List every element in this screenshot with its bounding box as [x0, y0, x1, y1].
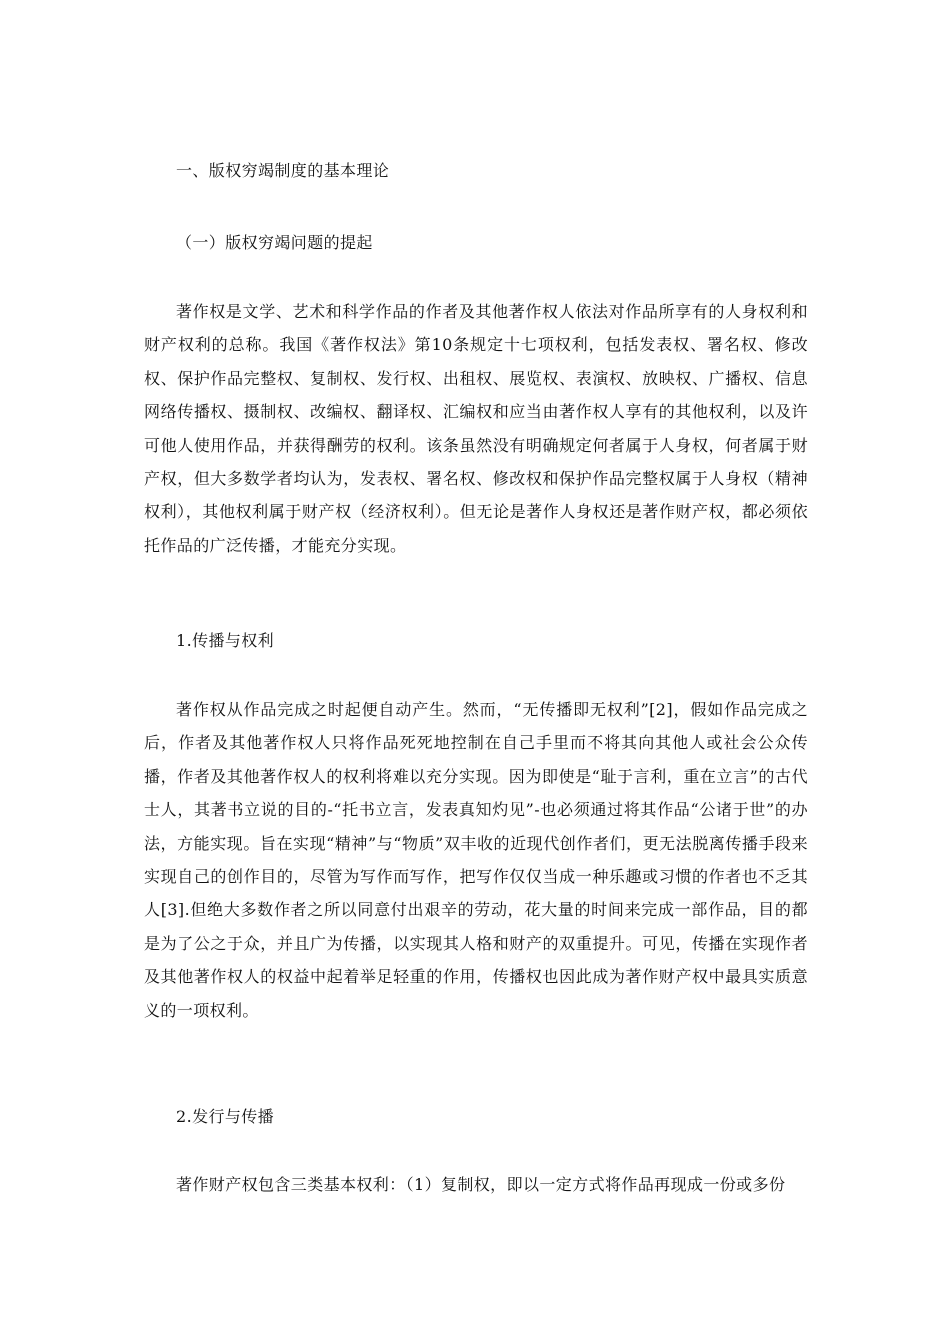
numbered-heading: 1.传播与权利 [176, 631, 275, 650]
paragraph-text: 著作权是文学、艺术和科学作品的作者及其他著作权人依法对作品所享有的人身权利和财产权利的总称。我国《著作权法》第10条规定十七项权利，包括发表权、署名权、修改权、保护作品完整权、复制权、发行权、出租权、展览权、表演权、放映权、广播权、信息网络传播权、摄制权、改编权、翻译权、汇编权和应当由著作权人享有的其他权利，以及许可他人使用作品，并获得酬劳的权利。该条虽然没有明确规定何者属于人身权，何者属于财产权，但大多数学者均认为，发表权、署名权、修改权和保护作品完整权属于人身权（精神权利），其他权利属于财产权（经济权利）。但无论是著作人身权还是著作财产权，都必须依托作品的广泛传播，才能充分实现。 [144, 302, 808, 555]
section-heading: 一、版权穷竭制度的基本理论 [176, 161, 390, 180]
body-paragraph [144, 1168, 808, 1201]
paragraph-text: 著作权从作品完成之时起便自动产生。然而，“无传播即无权利”[2]，假如作品完成之后，作者及其他著作权人只将作品死死地控制在自己手里而不将其向其他人或社会公众传播，作者及其他著作权人的权利将难以充分实现。因为即使是“耻于言利，重在立言”的古代士人，其著书立说的目的-“托书立言，发表真知灼见”-也必须通过将其作品“公诸于世”的办法，方能实现。旨在实现“精神”与“物质”双丰收的近现代创作者们，更无法脱离传播手段来实现自己的创作目的，尽管为写作而写作，把写作仅仅当成一种乐趣或习惯的作者也不乏其人[3].但绝大多数作者之所以同意付出艰辛的劳动，花大量的时间来完成一部作品，目的都是为了公之于众，并且广为传播，以实现其人格和财产的双重提升。可见，传播在实现作者及其他著作权人的权益中起着举足轻重的作用，传播权也因此成为著作财产权中最具实质意义的一项权利。 [144, 700, 808, 1020]
subsection-heading: （一）版权穷竭问题的提起 [176, 233, 373, 252]
paragraph-text: 著作财产权包含三类基本权利：（1）复制权，即以一定方式将作品再现成一份或多份 [176, 1175, 786, 1194]
body-paragraph [144, 693, 808, 1027]
numbered-heading: 2.发行与传播 [176, 1107, 275, 1126]
body-paragraph [144, 295, 808, 562]
